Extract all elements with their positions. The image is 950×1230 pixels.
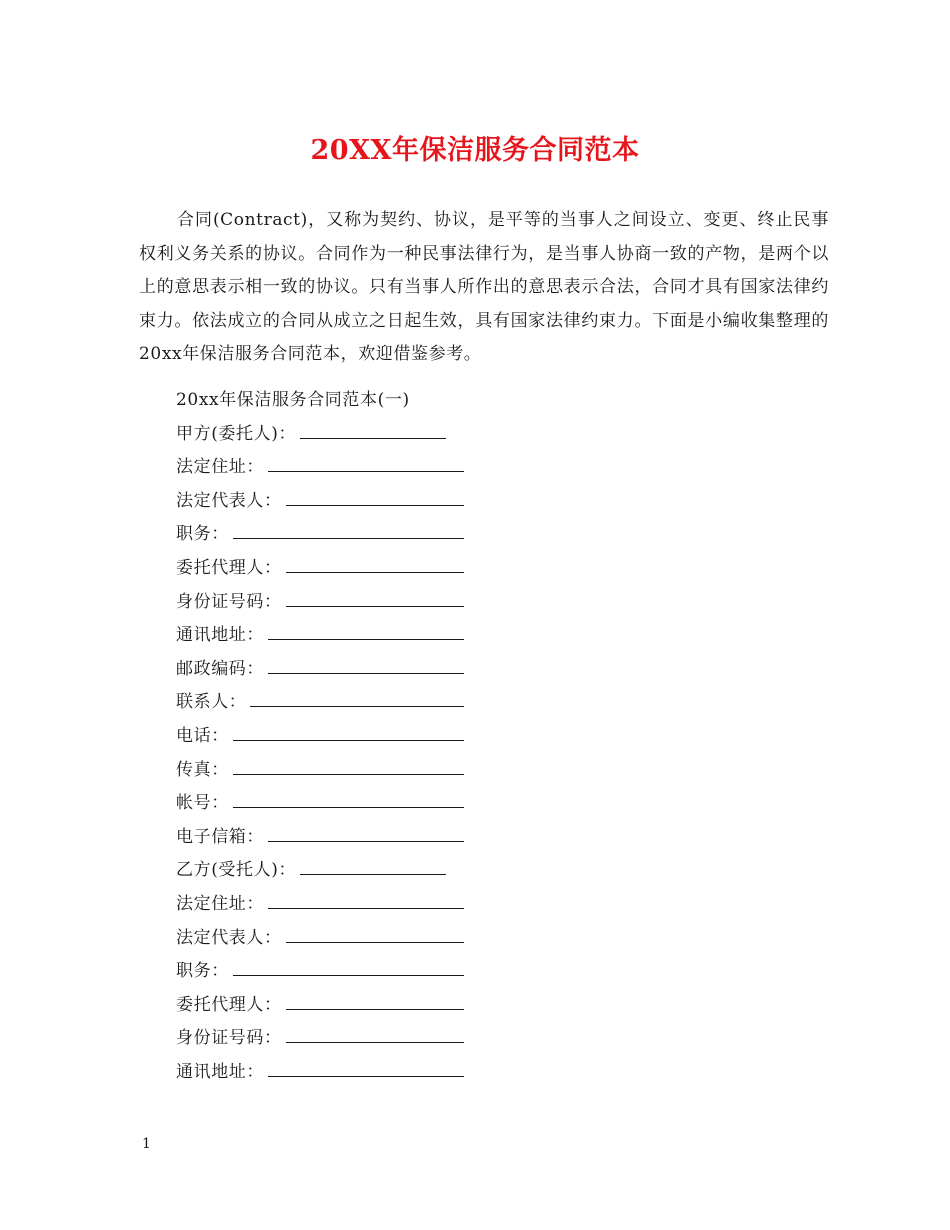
- form-field-label: 职务：: [176, 961, 229, 982]
- form-field-label: 传真：: [176, 759, 229, 780]
- section-heading: 20xx年保洁服务合同范本(一): [176, 390, 410, 410]
- form-field-label: 邮政编码：: [176, 658, 264, 679]
- form-field-line: [176, 552, 776, 586]
- form-field-label: 委托代理人：: [176, 557, 282, 578]
- form-field-blank[interactable]: [286, 488, 464, 506]
- form-field-blank[interactable]: [233, 958, 464, 976]
- form-field-label: 法定代表人：: [176, 490, 282, 511]
- form-field-label: 联系人：: [176, 692, 247, 713]
- form-field-label: 职务：: [176, 524, 229, 545]
- form-field-line: [176, 451, 776, 485]
- form-field-blank[interactable]: [286, 925, 464, 943]
- form-field-line: [176, 619, 776, 653]
- form-field-blank[interactable]: [268, 1059, 464, 1077]
- form-field-line: [176, 989, 776, 1023]
- form-field-blank[interactable]: [286, 555, 464, 573]
- fields-container: [176, 418, 776, 1090]
- form-field-blank[interactable]: [268, 824, 464, 842]
- form-field-line: [176, 955, 776, 989]
- form-field-line: [176, 518, 776, 552]
- document-title: 20XX年保洁服务合同范本: [310, 135, 640, 166]
- form-field-label: 身份证号码：: [176, 591, 282, 612]
- form-field-line: [176, 922, 776, 956]
- party-field-list: [176, 384, 776, 1089]
- form-field-line: [176, 686, 776, 720]
- form-field-blank[interactable]: [250, 689, 464, 707]
- page-number: 1: [142, 1136, 151, 1152]
- form-field-line: [176, 418, 776, 452]
- form-field-label: 身份证号码：: [176, 1028, 282, 1049]
- form-field-label: 通讯地址：: [176, 625, 264, 646]
- form-field-line: [176, 1056, 776, 1090]
- form-field-blank[interactable]: [300, 857, 446, 875]
- form-field-line: [176, 586, 776, 620]
- form-field-label: 乙方(受托人)：: [176, 860, 297, 881]
- form-field-blank[interactable]: [268, 891, 464, 909]
- form-field-blank[interactable]: [286, 992, 464, 1010]
- form-field-blank[interactable]: [286, 589, 464, 607]
- form-field-blank[interactable]: [300, 421, 446, 439]
- intro-paragraph: 合同(Contract)，又称为契约、协议，是平等的当事人之间设立、变更、终止民事权利义务关系的协议。合同作为一种民事法律行为，是当事人协商一致的产物，是两个以上的意思表示相一致的协议。只有当事人所作出的意思表示合法，合同才具有国家法律约束力。依法成立的合同从成立之日起生效，具有国家法律约束力。下面是小编收集整理的20xx年保洁服务合同范本，欢迎借鉴参考。: [139, 210, 829, 365]
- form-field-label: 法定住址：: [176, 457, 264, 478]
- form-field-label: 法定代表人：: [176, 927, 282, 948]
- form-field-line: [176, 787, 776, 821]
- form-field-blank[interactable]: [286, 1025, 464, 1043]
- form-field-line: [176, 854, 776, 888]
- form-field-line: [176, 720, 776, 754]
- form-field-label: 电子信箱：: [176, 826, 264, 847]
- form-field-label: 法定住址：: [176, 893, 264, 914]
- form-field-blank[interactable]: [268, 656, 464, 674]
- form-field-blank[interactable]: [233, 790, 464, 808]
- form-field-label: 通讯地址：: [176, 1061, 264, 1082]
- form-field-line: [176, 485, 776, 519]
- form-field-label: 甲方(委托人)：: [176, 423, 297, 444]
- form-field-blank[interactable]: [233, 757, 464, 775]
- form-field-line: [176, 821, 776, 855]
- form-field-label: 电话：: [176, 725, 229, 746]
- form-field-label: 委托代理人：: [176, 994, 282, 1015]
- document-body: [139, 204, 829, 372]
- form-field-blank[interactable]: [268, 622, 464, 640]
- form-field-label: 帐号：: [176, 793, 229, 814]
- form-field-line: [176, 653, 776, 687]
- form-field-blank[interactable]: [233, 723, 464, 741]
- form-field-line: [176, 888, 776, 922]
- form-field-line: [176, 754, 776, 788]
- form-field-line: [176, 1022, 776, 1056]
- form-field-blank[interactable]: [268, 454, 464, 472]
- form-field-blank[interactable]: [233, 521, 464, 539]
